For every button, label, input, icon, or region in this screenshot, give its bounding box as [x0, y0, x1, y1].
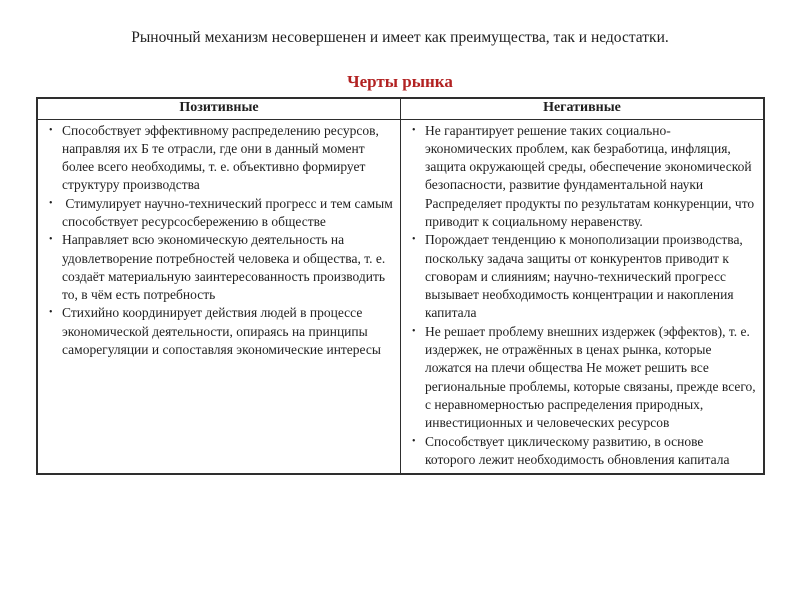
bullet-icon: • [412, 234, 416, 246]
bullet-icon: • [49, 124, 53, 136]
table-header-row [37, 98, 764, 119]
bullet-icon: • [49, 197, 53, 209]
column-header-positive: Позитивные [37, 98, 401, 119]
bullet-icon: • [49, 234, 53, 246]
list-item [401, 122, 761, 232]
bullet-icon: • [49, 307, 53, 319]
list-item [38, 231, 398, 304]
list-item [401, 433, 761, 470]
list-item-text: Способствует эффективному распределению ресурсов, направляя их Б те отрасли, где они в данный момент более всего необходимы, т. е. объективно формирует структуру производства [62, 122, 383, 193]
list-item-text: Порождает тенденцию к монополизации производства, поскольку задача защиты от конкурентов приводит к сговорам и слияниям; научно-технический прогресс вызывает необходимость концентрации и накопления капитала [425, 232, 747, 321]
list-item [401, 323, 761, 433]
list-item-text: Способствует циклическому развитию, в основе которого лежит необходимость обновления капитала [425, 433, 730, 467]
section-heading: Черты рынка [347, 72, 453, 91]
bullet-icon: • [412, 124, 416, 136]
bullet-icon: • [412, 435, 416, 447]
market-features-table [36, 97, 765, 475]
list-item [38, 304, 398, 359]
positive-cell [37, 119, 401, 474]
table-body-row [37, 119, 764, 474]
list-item-text: Стимулирует научно-технический прогресс и тем самым способствует ресурсосбережению в обществе [62, 195, 397, 229]
list-item-text: Не решает проблему внешних издержек (эффектов), т. е. издержек, не отражённых в ценах рынка, которые ложатся на плечи общества Не может решить все региональные проблемы, которые связаны, прежде всего, с неравномерностью распределения природных, инвестиционных и человеческих ресурсов [425, 323, 760, 431]
list-item [38, 122, 398, 195]
positive-list [38, 122, 398, 360]
list-item-text: Направляет всю экономическую деятельность на удовлетворение потребностей человека и общества, т. е. создаёт материальную заинтересованность производить то, в чём есть потребность [62, 232, 389, 303]
bullet-icon: • [412, 325, 416, 337]
page-title: Рыночный механизм несовершенен и имеет как преимущества, так и недостатки. [131, 29, 669, 46]
list-item [401, 231, 761, 322]
negative-list [401, 122, 761, 470]
negative-cell [401, 119, 765, 474]
list-item-text: Не гарантирует решение таких социально-экономических проблем, как безработица, инфляция, защита окружающей среды, обеспечение экономической безопасности, развитие фундаментальной науки Распределяет продукты по результатам конкуренции, что приводит к социальному неравенству. [425, 122, 758, 229]
list-item [38, 195, 398, 232]
list-item-text: Стихийно координирует действия людей в процессе экономической деятельности, опираясь на принципы саморегуляции и сопоставляя экономические интересы [62, 305, 381, 358]
column-header-negative: Негативные [401, 98, 765, 119]
